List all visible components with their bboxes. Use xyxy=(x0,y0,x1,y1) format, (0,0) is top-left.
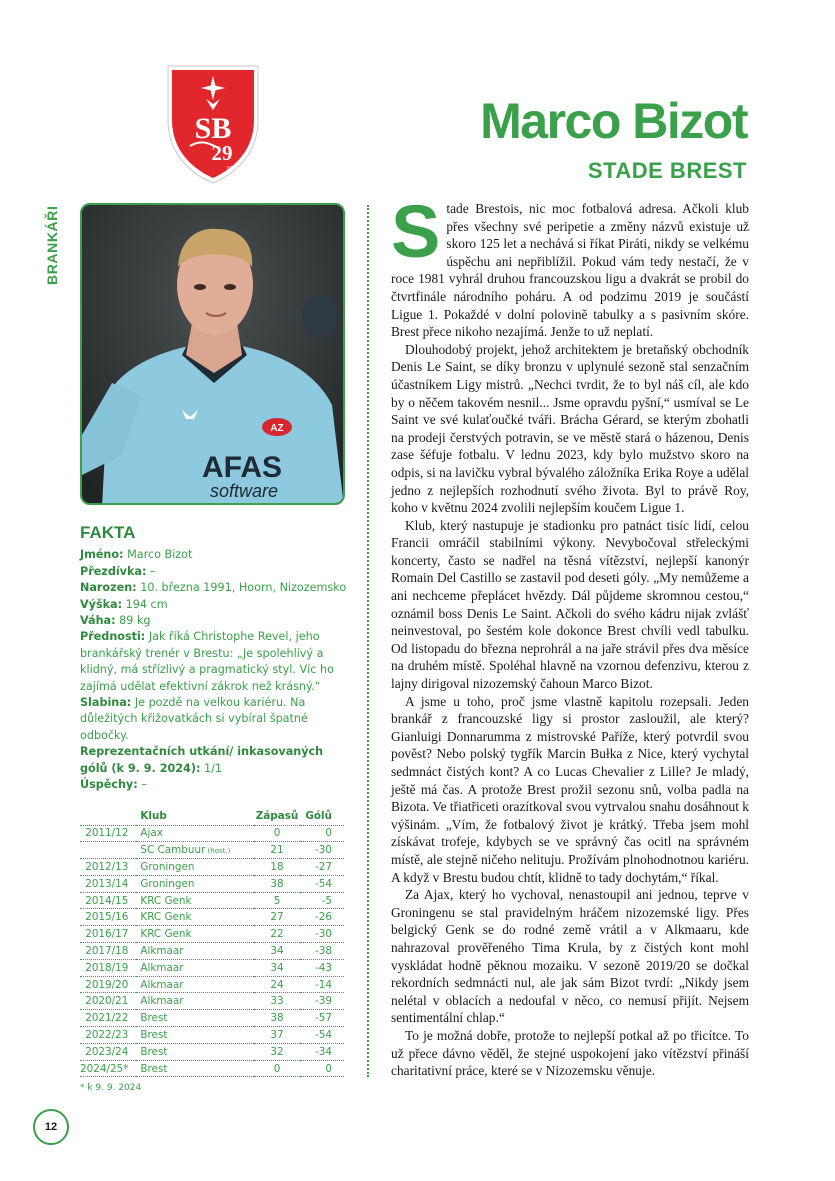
goals-cell: -30 xyxy=(300,842,344,859)
table-row xyxy=(80,976,344,993)
apps-cell: 0 xyxy=(254,1060,300,1077)
table-row xyxy=(80,1010,344,1027)
season-cell: 2024/25* xyxy=(80,1060,136,1077)
stats-body xyxy=(80,825,344,1077)
article-paragraph: Klub, který nastupuje je stadionku pro patnáct tisíc lidí, celou Francii omráčil stabilními výkony. Nevybočoval střeleckými koncerty, často se nadřel na těsná vítězství, nejlepší kanonýr Romain Del Castillo se zastavil pod deseti góly. „My nemůžeme a ani nechceme přeplácet hvězdy. Dál půjdeme skromnou cestou,“ oznámil boss Denis Le Saint. Ačkoli do svého kádru nijak zvlášť neinvestoval, po šestém kole dokonce Brest chvíli vedl tabulku. Od listopadu do března neprohrál a na jaře strávil přes dva měsíce na druhém místě. Spoléhal hlavně na vzornou defenzivu, kterou z lajny dirigoval nizozemský čahoun Marco Bizot. xyxy=(391,517,749,692)
season-cell: 2020/21 xyxy=(80,993,136,1010)
table-row xyxy=(80,1027,344,1044)
fact-item: Váha: 89 kg xyxy=(80,614,151,628)
column-header-apps: Zápasů xyxy=(255,810,299,823)
svg-text:software: software xyxy=(209,481,279,501)
season-cell xyxy=(80,842,136,859)
goals-cell: -54 xyxy=(300,1027,344,1044)
apps-cell: 34 xyxy=(254,943,300,960)
table-row xyxy=(80,825,344,842)
svg-text:AFAS: AFAS xyxy=(201,451,283,484)
apps-cell: 27 xyxy=(254,909,300,926)
club-cell: KRC Genk xyxy=(136,909,254,926)
club-cell: Alkmaar xyxy=(136,993,254,1010)
fact-item: Úspěchy: – xyxy=(80,778,147,792)
article-paragraph: A jsme u toho, proč jsme vlastně kapitolu rozepsali. Jeden brankář z francouzské ligy si prostor zasloužil, ale který? Gianluigi Donnarumma z mistrovské Paříže, který potvrdil svou pověst? Nebo polský tygřík Marcin Bułka z Nice, který vychytal sedmnáct čistých kont? A co Lucas Chevalier z Lille? Je mladý, ještě má čas. A protože Brest prožil sezonu snů, volba padla na Bizota. Ve třiatřiceti orazítkoval svou vytrvalou snahu dosáhnout k výšinám. „Vím, že fotbalový život je krátký. Třeba jsem mohl získávat trofeje, kdybych se ve správný čas ocitl na správném místě, ale stejně ničeho nelituju. Prožívám plnohodnotnou kariéru. A když v Brestu budou chtít, klidně to tady dochytám,“ říkal. xyxy=(391,693,749,885)
fact-item: Narozen: 10. března 1991, Hoorn, Nizozemsko xyxy=(80,581,347,595)
table-footnote: * k 9. 9. 2024 xyxy=(80,1083,142,1093)
facts-panel xyxy=(80,525,350,794)
facts-title: FAKTA xyxy=(80,523,136,542)
svg-text:1950: 1950 xyxy=(226,166,238,172)
article-paragraph: Dlouhodobý projekt, jehož architektem je bretaňský obchodník Denis Le Saint, se díky bronzu v uplynulé sezoně stal senzačním účastníkem Ligy mistrů. „Nechci tvrdit, že to byl náš cíl, ale kdo by o něčem takovém nesnil... Jsme opravdu pyšní,“ usmíval se Le Saint ve své kulaťoučké tváři. Brácha Gérard, se kterým zbohatli na prodeji čerstvých potravin, se ve městě stará o házenou, Denis zase šéfuje fotbalu. V lednu 2023, kdy bylo mužstvo skoro na odpis, si na lavičku vybral bývalého záložníka Erika Roye a udělal jedno z nejlepších rozhodnutí svého života. Byl to právě Roy, koho v květnu 2024 zvolili nejlepším koučem Ligue 1. xyxy=(391,341,749,516)
goals-cell: -14 xyxy=(300,976,344,993)
svg-text:29: 29 xyxy=(211,141,233,165)
club-cell: Groningen xyxy=(136,859,254,876)
season-cell: 2017/18 xyxy=(80,943,136,960)
season-cell: 2016/17 xyxy=(80,926,136,943)
apps-cell: 37 xyxy=(254,1027,300,1044)
player-photo xyxy=(80,203,345,505)
table-row xyxy=(80,892,344,909)
apps-cell: 21 xyxy=(254,842,300,859)
career-stats-table xyxy=(80,808,344,1077)
table-row xyxy=(80,842,344,859)
apps-cell: 22 xyxy=(254,926,300,943)
goals-cell: -43 xyxy=(300,959,344,976)
apps-cell: 38 xyxy=(254,1010,300,1027)
apps-cell: 32 xyxy=(254,1043,300,1060)
table-row xyxy=(80,943,344,960)
article-paragraph: Stade Brestois, nic moc fotbalová adresa. Ačkoli klub přes všechny své peripetie a změny názvů existuje už skoro 125 let a nechává si říkat Piráti, nikdy se velkému úspěchu ani nepřiblížil. Pokud vám tedy nestačí, že v roce 1981 vyhrál druhou francouzskou ligu a dvakrát se probil do čtvrtfinále národního poháru. A od podzimu 2019 je součástí Ligue 1. Pokaždé v dolní polovině tabulky a s pasivním skóre. Brest přece nikoho nezajímá. Jenže to už neplatí. xyxy=(391,190,749,340)
goals-cell: -54 xyxy=(300,875,344,892)
club-cell: KRC Genk xyxy=(136,926,254,943)
club-cell: Brest xyxy=(136,1043,254,1060)
apps-cell: 5 xyxy=(254,892,300,909)
table-header-row xyxy=(80,808,344,825)
apps-cell: 33 xyxy=(254,993,300,1010)
article-paragraph: To je možná dobře, protože to nejlepší potkal až po třicítce. To už přece dávno věděl, že stejné uspokojení jako vítězství přináší charitativní práce, které se v Nizozemsku věnuje. xyxy=(391,1027,749,1079)
club-cell: SC Cambuur (host.) xyxy=(136,842,254,859)
season-cell: 2019/20 xyxy=(80,976,136,993)
title-block xyxy=(480,93,747,184)
table-row xyxy=(80,926,344,943)
season-cell: 2023/24 xyxy=(80,1043,136,1060)
goals-cell: -38 xyxy=(300,943,344,960)
season-cell: 2021/22 xyxy=(80,1010,136,1027)
season-cell: 2013/14 xyxy=(80,875,136,892)
page-number: 12 xyxy=(33,1109,69,1145)
svg-text:AZ: AZ xyxy=(270,423,284,434)
table-row xyxy=(80,1060,344,1077)
goals-cell: -26 xyxy=(300,909,344,926)
club-cell: Alkmaar xyxy=(136,959,254,976)
goals-cell: 0 xyxy=(300,825,344,842)
goals-cell: -34 xyxy=(300,1043,344,1060)
column-header-club: Klub xyxy=(140,810,167,823)
player-name: Marco Bizot xyxy=(480,93,747,149)
season-cell: 2018/19 xyxy=(80,959,136,976)
table-row xyxy=(80,993,344,1010)
table-row xyxy=(80,959,344,976)
season-cell: 2014/15 xyxy=(80,892,136,909)
apps-cell: 18 xyxy=(254,859,300,876)
goals-cell: -5 xyxy=(300,892,344,909)
club-cell: Alkmaar xyxy=(136,976,254,993)
goals-cell: -39 xyxy=(300,993,344,1010)
season-cell: 2022/23 xyxy=(80,1027,136,1044)
fact-item: Přezdívka: – xyxy=(80,564,156,578)
goals-cell: -30 xyxy=(300,926,344,943)
drop-cap: S xyxy=(391,190,441,273)
column-header-goals: Gólů xyxy=(305,810,332,823)
goals-cell: -27 xyxy=(300,859,344,876)
table-row xyxy=(80,875,344,892)
club-cell: Brest xyxy=(136,1060,254,1077)
apps-cell: 0 xyxy=(254,825,300,842)
apps-cell: 24 xyxy=(254,976,300,993)
table-row xyxy=(80,909,344,926)
apps-cell: 34 xyxy=(254,959,300,976)
goals-cell: -57 xyxy=(300,1010,344,1027)
table-row xyxy=(80,859,344,876)
fact-item: Přednosti: Jak říká Christophe Revel, jeho brankářský trenér v Brestu: „Je spolehlivý a klidný, má střízlivý a pragmatický styl. Víc ho zajímá udělat efektivní zákrok než krásný.“ xyxy=(80,630,334,693)
club-cell: Ajax xyxy=(136,825,254,842)
position-label: BRANKÁŘI xyxy=(44,205,60,285)
club-cell: KRC Genk xyxy=(136,892,254,909)
fact-item: Slabina: Je pozdě na velkou kariéru. Na důležitých křižovatkách si vybíral špatné odbočky. xyxy=(80,696,308,742)
table-row xyxy=(80,1043,344,1060)
goals-cell: 0 xyxy=(300,1060,344,1077)
club-cell: Groningen xyxy=(136,875,254,892)
club-crest-logo xyxy=(160,58,266,186)
season-cell: 2015/16 xyxy=(80,909,136,926)
svg-text:SB: SB xyxy=(194,112,232,145)
club-cell: Brest xyxy=(136,1010,254,1027)
column-divider xyxy=(367,205,369,1077)
fact-item: Reprezentačních utkání/ inkasovaných gólů (k 9. 9. 2024): 1/1 xyxy=(80,745,324,775)
season-cell: 2012/13 xyxy=(80,859,136,876)
apps-cell: 38 xyxy=(254,875,300,892)
club-cell: Alkmaar xyxy=(136,943,254,960)
fact-item: Jméno: Marco Bizot xyxy=(80,548,193,562)
club-name: STADE BREST xyxy=(587,158,747,183)
fact-item: Výška: 194 cm xyxy=(80,597,168,611)
season-cell: 2011/12 xyxy=(80,825,136,842)
article-paragraph: Za Ajax, který ho vychoval, nenastoupil ani jednou, teprve v Groningenu se stal pravidelným hráčem nizozemské ligy. Přes belgický Genk se do rodné země vrátil a v Alkmaaru, kde nahrazoval prověřeného Tima Krula, by z čistých kont mohl vyskládat hodně pěknou mozaiku. V sezoně 2019/20 se dočkal rekordních sedmnácti nul, ale jak sám Bizot tvrdí: „Nikdy jsem nelétal v oblacích a nedoufal v něco, co nemusí přijít. Nejsem sentimentální chlap.“ xyxy=(391,887,749,1026)
article-body xyxy=(391,190,749,1080)
club-cell: Brest xyxy=(136,1027,254,1044)
